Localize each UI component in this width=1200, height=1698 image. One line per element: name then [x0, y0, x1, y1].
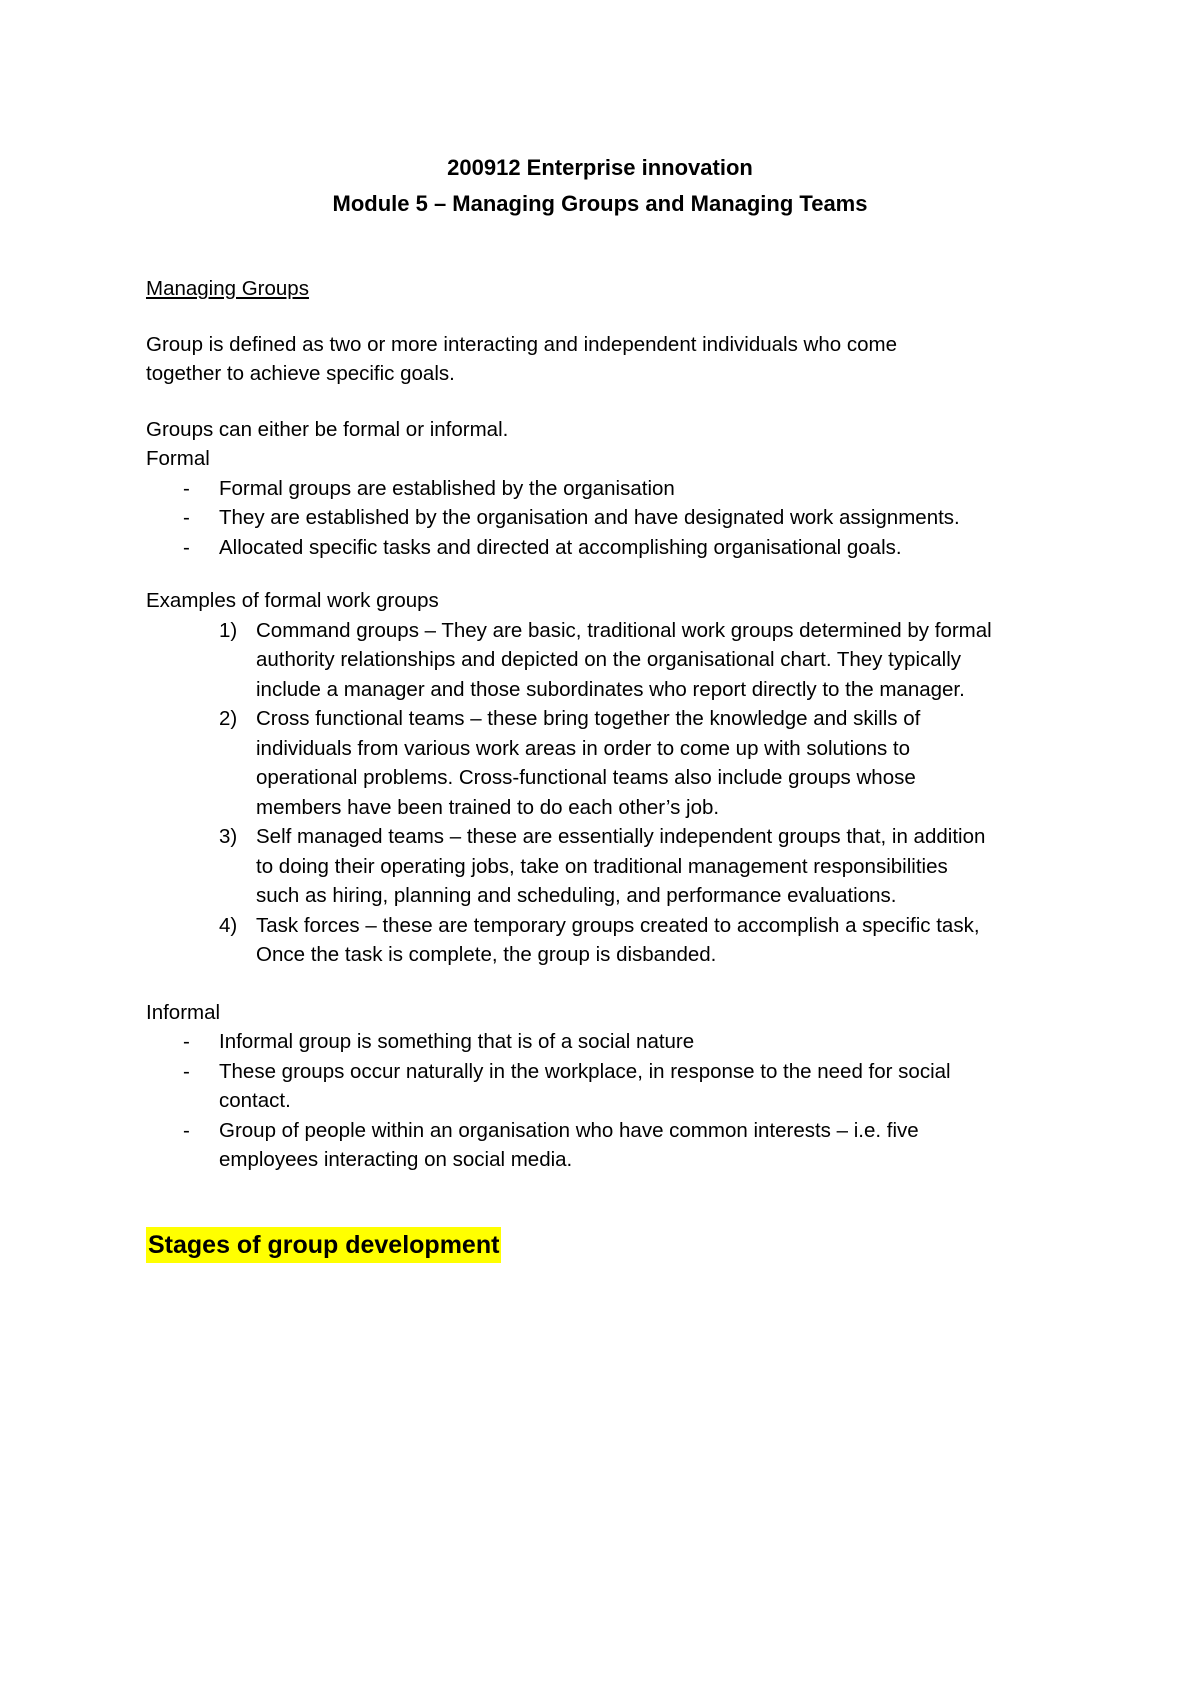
definition-line-1: Group is defined as two or more interacting and independent individuals who come: [146, 332, 897, 356]
bullet-marker: -: [183, 476, 190, 500]
list-number: 2): [219, 707, 238, 730]
bullet-marker: -: [183, 506, 190, 529]
list-item-text: These groups occur naturally in the workplace, in response to the need for social contact.: [219, 1059, 951, 1112]
list-item-text: Allocated specific tasks and directed at accomplishing organisational goals.: [219, 535, 902, 559]
examples-list: [146, 616, 1080, 970]
bullet-marker: -: [183, 1118, 190, 1142]
list-item: [146, 503, 1080, 533]
examples-label: Examples of formal work groups: [146, 589, 439, 612]
list-item: [146, 1027, 1080, 1057]
section-heading-managing-groups: Managing Groups: [146, 277, 309, 300]
list-item: [146, 1057, 1080, 1116]
list-number: 4): [219, 913, 238, 937]
list-item-text: Group of people within an organisation who have common interests – i.e. five employees interacting on social media.: [219, 1118, 919, 1171]
document-title-block: [120, 150, 1080, 222]
informal-list: [146, 1027, 1080, 1175]
list-item: [146, 1116, 1080, 1175]
list-item-text: Task forces – these are temporary groups created to accomplish a specific task, Once the task is complete, the group is disbanded.: [256, 913, 980, 966]
bullet-marker: -: [183, 1059, 190, 1083]
list-item: [146, 616, 1080, 705]
list-item-text: Self managed teams – these are essentially independent groups that, in addition to doing their operating jobs, take on traditional management responsibilities such as hiring, planning and scheduling, and performance evaluations.: [256, 825, 986, 907]
formal-informal-intro: Groups can either be formal or informal.: [146, 417, 509, 441]
formal-label: Formal: [146, 447, 210, 470]
informal-label: Informal: [146, 1000, 221, 1024]
list-item: [146, 911, 1080, 970]
definition-line-2: together to achieve specific goals.: [146, 362, 455, 385]
formal-list: [146, 474, 1080, 563]
course-title: 200912 Enterprise innovation: [447, 155, 753, 180]
list-item: [146, 533, 1080, 563]
list-item-text: Cross functional teams – these bring together the knowledge and skills of individuals from various work areas in order to come up with solutions to operational problems. Cross-functional teams also include groups whose members have been trained to do each other’s job.: [256, 707, 921, 819]
module-title: Module 5 – Managing Groups and Managing Teams: [332, 191, 868, 216]
list-item-text: They are established by the organisation and have designated work assignments.: [219, 506, 960, 529]
list-item-text: Informal group is something that is of a social nature: [219, 1030, 695, 1053]
bullet-marker: -: [183, 1030, 190, 1053]
list-number: 3): [219, 825, 238, 848]
list-item: [146, 474, 1080, 504]
section-heading-stages: Stages of group development: [146, 1227, 501, 1263]
list-number: 1): [219, 618, 238, 642]
list-item: [146, 822, 1080, 911]
list-item: [146, 704, 1080, 822]
list-item-text: Formal groups are established by the organisation: [219, 476, 675, 500]
bullet-marker: -: [183, 535, 190, 559]
list-item-text: Command groups – They are basic, traditional work groups determined by formal authority relationships and depicted on the organisational chart. They typically include a manager and those subordinates who report directly to the manager.: [256, 618, 992, 701]
